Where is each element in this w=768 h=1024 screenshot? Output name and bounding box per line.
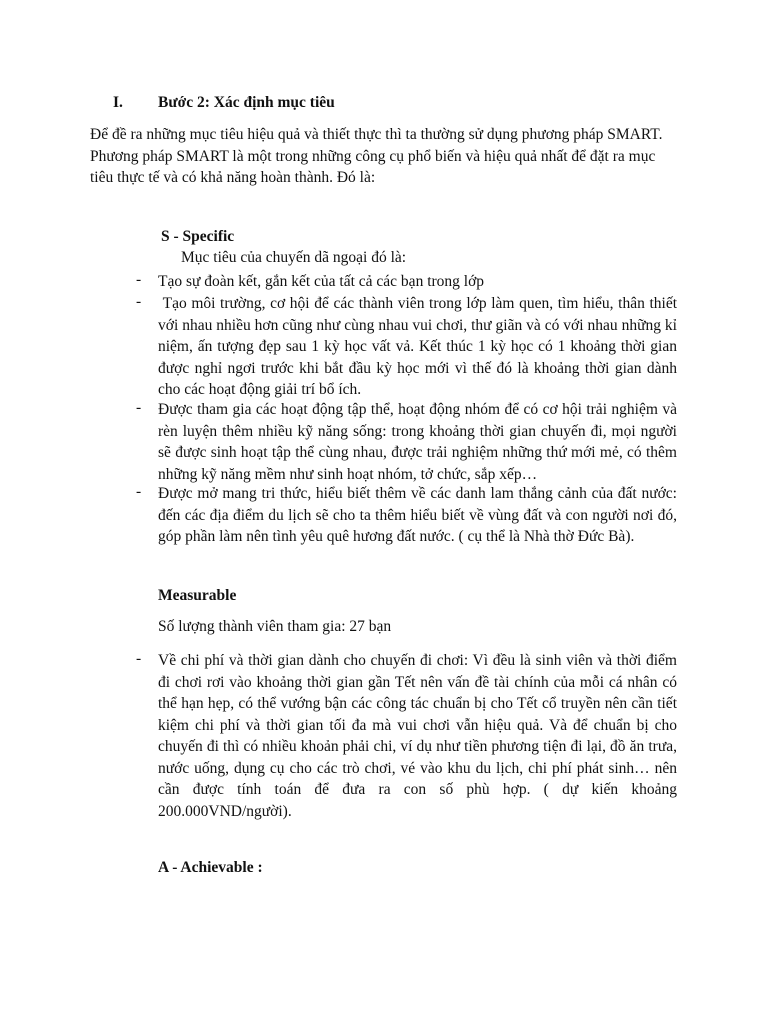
specific-item-1: Tạo sự đoàn kết, gắn kết của tất cả các bạn trong lớp: [158, 273, 485, 290]
specific-item-2: Tạo môi trường, cơ hội để các thành viên trong lớp làm quen, tìm hiểu, thân thiết với nhau nhiều hơn cũng như cùng nhau vui chơi, thư giãn và có với nhau những kỉ niệm, ấn tượng đẹp sau 1 kỳ học vất vả. Kết thúc 1 kỳ học có 1 khoảng thời gian được nghỉ ngơi trước khi bắt đầu kỳ học mới vì thế đó là khoảng thời gian dành cho các hoạt động giải trí bổ ích.: [158, 295, 681, 398]
specific-lead: Mục tiêu của chuyến dã ngoại đó là:: [181, 249, 407, 266]
section-title: Bước 2: Xác định mục tiêu: [158, 94, 335, 111]
specific-heading: S - Specific: [161, 228, 235, 245]
intro-paragraph: Để đề ra những mục tiêu hiệu quả và thiết thực thì ta thường sử dụng phương pháp SMART. Phương pháp SMART là một trong những công cụ phổ biến và hiệu quả nhất để đặt ra mục tiêu thực tế và có khả năng hoàn thành. Đó là:: [90, 126, 663, 186]
bullet-marker: -: [136, 271, 142, 288]
achievable-heading: A - Achievable :: [158, 859, 263, 876]
members-count: Số lượng thành viên tham gia: 27 bạn: [158, 618, 392, 635]
bullet-marker: -: [136, 293, 142, 310]
bullet-marker: -: [136, 483, 142, 500]
section-number: I.: [113, 94, 123, 111]
bullet-marker: -: [136, 399, 142, 416]
measurable-item: Về chi phí và thời gian dành cho chuyến đi chơi: Vì đều là sinh viên và thời điểm đi chơi rơi vào khoảng thời gian gần Tết nên vấn đề tài chính của mỗi cá nhân có thể hạn hẹp, có thể vướng bận các công tác chuẩn bị cho Tết cổ truyền nên cần tiết kiệm chi phí và thời gian tối đa mà vui chơi vẫn hiệu quả. Và để chuẩn bị cho chuyến đi thì có nhiều khoản phải chi, ví dụ như tiền phương tiện đi lại, đồ ăn trưa, nước uống, dụng cụ cho các trò chơi, vé vào khu du lịch, chi phí phát sinh… nên cần được tính toán để đưa ra con số phù hợp. ( dự kiến khoảng 200.000VND/người).: [158, 652, 677, 820]
specific-item-4: Được mở mang tri thức, hiểu biết thêm về các danh lam thắng cảnh của đất nước: đến các địa điểm du lịch sẽ cho ta thêm hiểu biết về vùng đất và con người nơi đó, góp phần làm nên tình yêu quê hương đất nước. ( cụ thể là Nhà thờ Đức Bà).: [158, 485, 677, 545]
measurable-heading: Measurable: [158, 587, 237, 604]
specific-item-3: Được tham gia các hoạt động tập thể, hoạt động nhóm để có cơ hội trải nghiệm và rèn luyện thêm nhiều kỹ năng sống: trong khoảng thời gian chuyến đi, mọi người sẽ được sinh hoạt tập thể cùng nhau, được trải nghiệm những thứ mới mẻ, có thêm những kỹ năng mềm như sinh hoạt nhóm, tở chức, sắp xếp…: [158, 401, 677, 483]
bullet-marker: -: [136, 650, 142, 667]
